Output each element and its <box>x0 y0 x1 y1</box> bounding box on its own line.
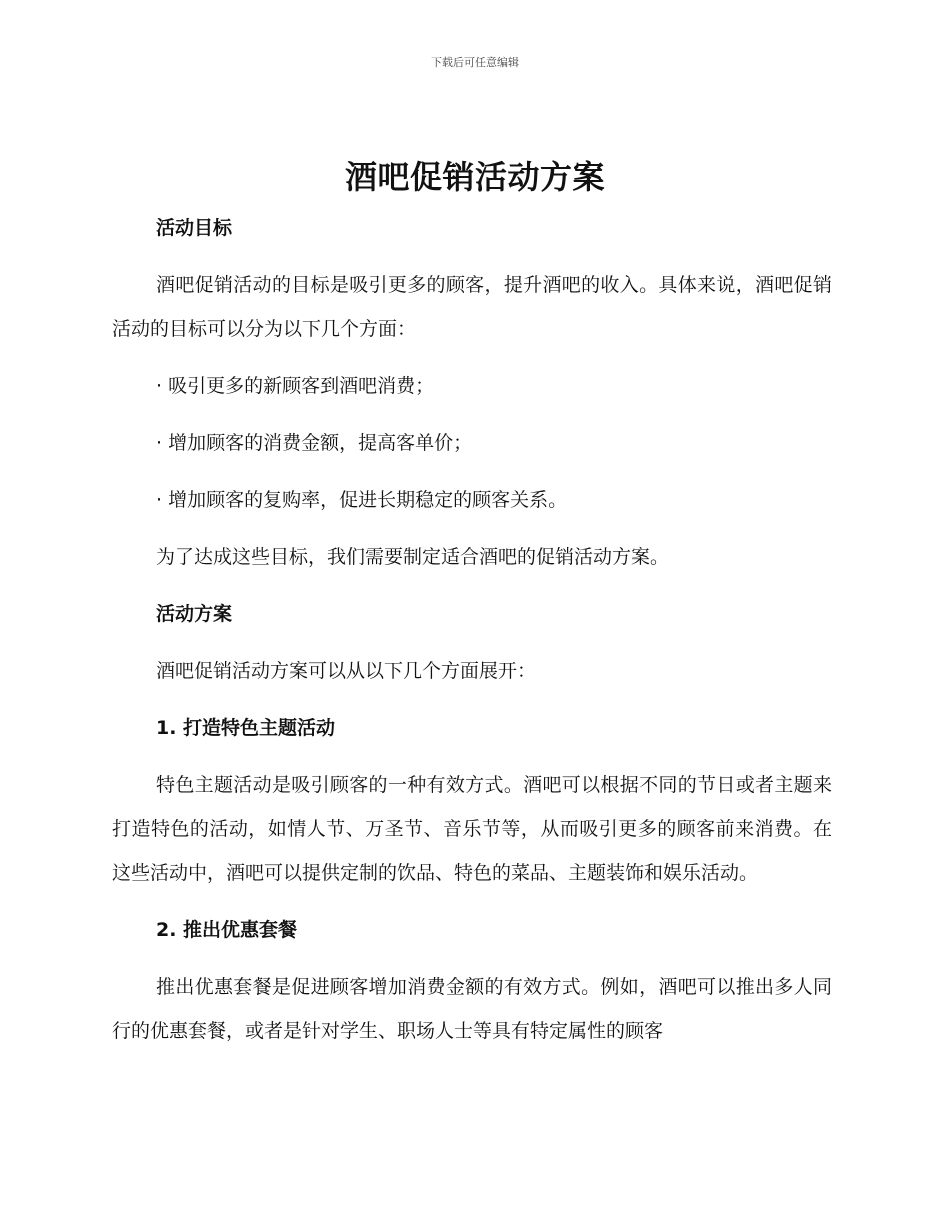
goal-bullet-item: · 增加顾客的复购率，促进长期稳定的顾客关系。 <box>156 489 568 511</box>
goal-bullet-item: · 增加顾客的消费金额，提高客单价； <box>156 432 473 454</box>
goals-conclusion-paragraph: 为了达成这些目标，我们需要制定适合酒吧的促销活动方案。 <box>156 546 670 568</box>
goals-intro-paragraph: 酒吧促销活动的目标是吸引更多的顾客，提升酒吧的收入。具体来说，酒吧促销活动的目标可以分为以下几个方面： <box>112 274 832 340</box>
theme-events-paragraph: 特色主题活动是吸引顾客的一种有效方式。酒吧可以根据不同的节日或者主题来打造特色的活动，如情人节、万圣节、音乐节等，从而吸引更多的顾客前来消费。在这些活动中，酒吧可以提供定制的饮品、特色的菜品、主题装饰和娱乐活动。 <box>112 774 832 884</box>
discount-packages-paragraph: 推出优惠套餐是促进顾客增加消费金额的有效方式。例如，酒吧可以推出多人同行的优惠套餐，或者是针对学生、职场人士等具有特定属性的顾客 <box>112 976 832 1042</box>
plan-intro-paragraph: 酒吧促销活动方案可以从以下几个方面展开： <box>156 660 537 682</box>
document-title: 酒吧促销活动方案 <box>344 158 605 196</box>
subsection-heading-discount-packages: 2. 推出优惠套餐 <box>156 919 298 941</box>
subsection-heading-theme-events: 1. 打造特色主题活动 <box>156 717 336 739</box>
section-heading-goals: 活动目标 <box>156 217 233 239</box>
document-body <box>112 206 832 1066</box>
goal-bullet-item: · 吸引更多的新顾客到酒吧消费； <box>156 375 435 397</box>
page-header-note: 下载后可任意编辑 <box>431 56 519 69</box>
section-heading-plan: 活动方案 <box>156 603 233 625</box>
